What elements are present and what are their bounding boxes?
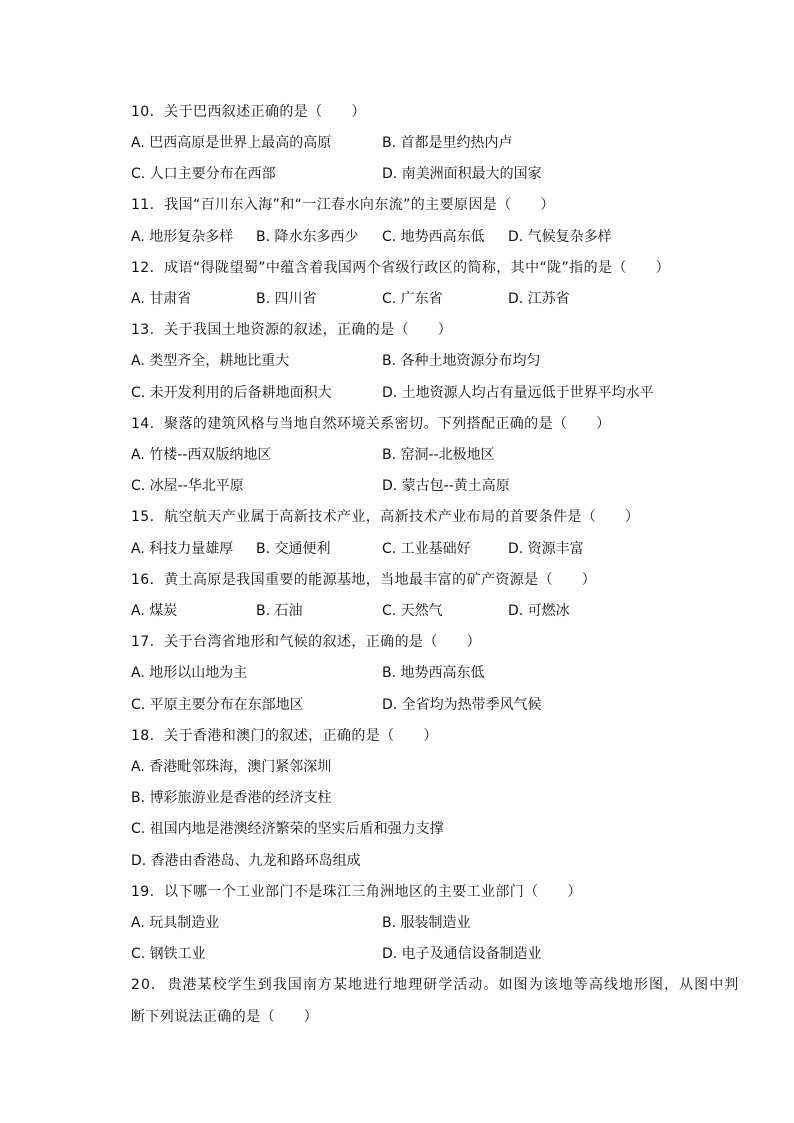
question-text: 黄土高原是我国重要的能源基地，当地最丰富的矿产资源是（ ） bbox=[164, 572, 597, 588]
question-text-continued: 断下列说法正确的是（ ） bbox=[131, 1009, 319, 1025]
option-d[interactable]: D. 土地资源人均占有量远低于世界平均水平 bbox=[382, 385, 654, 401]
option-c[interactable]: C. 未开发利用的后备耕地面积大 bbox=[131, 385, 332, 401]
option-b[interactable]: B. 服装制造业 bbox=[382, 915, 471, 931]
question-number: 19. bbox=[131, 884, 155, 900]
question-14-stem bbox=[131, 413, 611, 435]
question-number: 13. bbox=[131, 322, 155, 338]
question-18-stem bbox=[131, 725, 438, 747]
option-c[interactable]: C. 平原主要分布在东部地区 bbox=[131, 697, 304, 713]
option-c[interactable]: C. 钢铁工业 bbox=[131, 946, 206, 962]
option-b[interactable]: B. 各种土地资源分布均匀 bbox=[382, 353, 541, 369]
question-text: 关于台湾省地形和气候的叙述，正确的是（ ） bbox=[164, 634, 481, 650]
option-b[interactable]: B. 交通便利 bbox=[256, 541, 331, 557]
option-b[interactable]: B. 石油 bbox=[256, 603, 303, 619]
option-c[interactable]: C. 地势西高东低 bbox=[382, 229, 485, 245]
option-d[interactable]: D. 气候复杂多样 bbox=[508, 229, 612, 245]
question-number: 16. bbox=[131, 572, 155, 588]
question-20-stem-continued bbox=[131, 1006, 318, 1028]
option-a[interactable]: A. 类型齐全，耕地比重大 bbox=[131, 353, 290, 369]
option-c[interactable]: C. 广东省 bbox=[382, 291, 443, 307]
question-15-stem bbox=[131, 506, 639, 528]
question-text: 航空航天产业属于高新技术产业，高新技术产业布局的首要条件是（ ） bbox=[164, 509, 640, 525]
question-number: 10. bbox=[131, 104, 155, 120]
question-number: 15. bbox=[131, 509, 155, 525]
option-a[interactable]: A. 玩具制造业 bbox=[131, 915, 220, 931]
question-text: 关于我国土地资源的叙述，正确的是（ ） bbox=[164, 322, 453, 338]
question-16-stem bbox=[131, 569, 596, 591]
question-text: 关于香港和澳门的叙述，正确的是（ ） bbox=[164, 728, 438, 744]
option-c[interactable]: C. 祖国内地是港澳经济繁荣的坚实后盾和强力支撑 bbox=[131, 821, 444, 837]
option-d[interactable]: D. 香港由香港岛、九龙和路环岛组成 bbox=[131, 853, 361, 869]
question-17-stem bbox=[131, 631, 481, 653]
question-text: 贵港某校学生到我国南方某地进行地理研学活动。如图为该地等高线地形图，从图中判 bbox=[167, 977, 740, 993]
option-d[interactable]: D. 江苏省 bbox=[508, 291, 570, 307]
option-a[interactable]: A. 科技力量雄厚 bbox=[131, 541, 234, 557]
question-12-stem bbox=[131, 257, 670, 279]
question-number: 11. bbox=[131, 197, 155, 213]
option-d[interactable]: D. 资源丰富 bbox=[508, 541, 584, 557]
option-a[interactable]: A. 甘肃省 bbox=[131, 291, 192, 307]
question-text: 关于巴西叙述正确的是（ ） bbox=[164, 104, 366, 120]
question-19-stem bbox=[131, 881, 582, 903]
option-d[interactable]: D. 全省均为热带季风气候 bbox=[382, 697, 542, 713]
option-c[interactable]: C. 冰屋--华北平原 bbox=[131, 478, 244, 494]
question-11-stem bbox=[131, 194, 555, 216]
question-10-stem bbox=[131, 101, 366, 123]
option-c[interactable]: C. 人口主要分布在西部 bbox=[131, 166, 276, 182]
option-c[interactable]: C. 工业基础好 bbox=[382, 541, 471, 557]
option-b[interactable]: B. 地势西高东低 bbox=[382, 665, 485, 681]
question-text: 我国“百川东入海”和“一江春水向东流”的主要原因是（ ） bbox=[164, 197, 555, 213]
option-b[interactable]: B. 降水东多西少 bbox=[256, 229, 359, 245]
option-a[interactable]: A. 巴西高原是世界上最高的高原 bbox=[131, 135, 332, 151]
option-c[interactable]: C. 天然气 bbox=[382, 603, 443, 619]
option-d[interactable]: D. 电子及通信设备制造业 bbox=[382, 946, 542, 962]
question-text: 聚落的建筑风格与当地自然环境关系密切。下列搭配正确的是（ ） bbox=[164, 416, 611, 432]
option-b[interactable]: B. 窑洞--北极地区 bbox=[382, 447, 495, 463]
option-a[interactable]: A. 地形以山地为主 bbox=[131, 665, 248, 681]
question-number: 14. bbox=[131, 416, 155, 432]
option-d[interactable]: D. 蒙古包--黄土高原 bbox=[382, 478, 510, 494]
question-number: 12. bbox=[131, 260, 155, 276]
option-a[interactable]: A. 香港毗邻珠海，澳门紧邻深圳 bbox=[131, 759, 332, 775]
option-b[interactable]: B. 首都是里约热内卢 bbox=[382, 135, 513, 151]
question-text: 以下哪一个工业部门不是珠江三角洲地区的主要工业部门（ ） bbox=[164, 884, 582, 900]
option-d[interactable]: D. 南美洲面积最大的国家 bbox=[382, 166, 542, 182]
question-number: 17. bbox=[131, 634, 155, 650]
question-number: 20. bbox=[131, 977, 157, 993]
question-text: 成语“得陇望蜀”中蕴含着我国两个省级行政区的简称，其中“陇”指的是（ ） bbox=[164, 260, 670, 276]
option-b[interactable]: B. 四川省 bbox=[256, 291, 317, 307]
option-a[interactable]: A. 煤炭 bbox=[131, 603, 178, 619]
option-a[interactable]: A. 地形复杂多样 bbox=[131, 229, 234, 245]
question-number: 18. bbox=[131, 728, 155, 744]
option-a[interactable]: A. 竹楼--西双版纳地区 bbox=[131, 447, 272, 463]
option-d[interactable]: D. 可燃冰 bbox=[508, 603, 570, 619]
question-13-stem bbox=[131, 319, 452, 341]
option-b[interactable]: B. 博彩旅游业是香港的经济支柱 bbox=[131, 790, 332, 806]
question-20-stem bbox=[131, 974, 739, 996]
